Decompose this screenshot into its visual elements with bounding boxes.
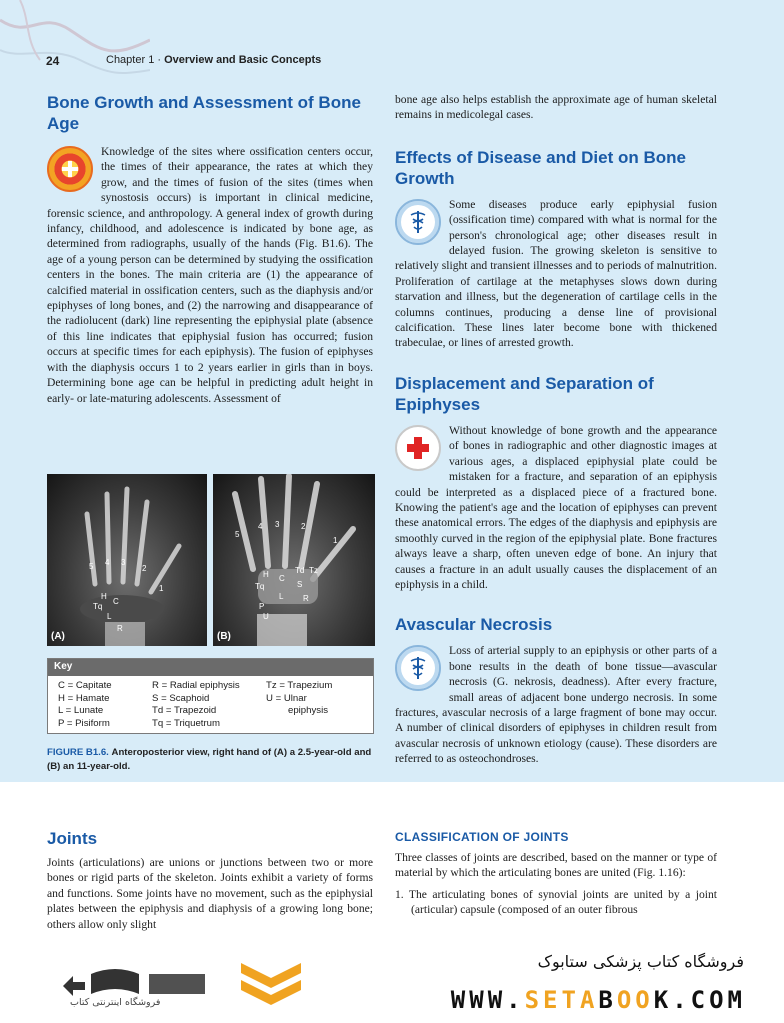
classification-column xyxy=(395,830,717,918)
label-2: 2 xyxy=(142,564,147,573)
store-name: فروشگاه کتاب پزشکی ستابوک xyxy=(537,952,744,971)
key-entry: H = Hamate xyxy=(58,692,110,704)
caduceus-icon xyxy=(395,199,441,245)
label-td: Td xyxy=(295,566,305,575)
label-4: 4 xyxy=(105,558,110,567)
classification-paragraph: Three classes of joints are described, based on the manner or type of material by which the articulating bones are united (Fig. 1.16): xyxy=(395,851,717,880)
panel-b-tag: (B) xyxy=(217,631,231,642)
label-3: 3 xyxy=(121,558,126,567)
label-1: 1 xyxy=(159,584,164,593)
figure-label: FIGURE B1.6. xyxy=(47,747,109,758)
label-u: U xyxy=(263,612,269,621)
lower-section xyxy=(0,782,784,942)
store-watermark xyxy=(0,942,784,1023)
key-entry: P = Pisiform xyxy=(58,717,110,729)
joints-heading: Joints xyxy=(47,829,98,848)
xray-panel-b xyxy=(213,474,375,646)
label-tz: Tz xyxy=(309,566,318,575)
caption-text: Anteroposterior view, right hand of (A) a 2.5-year-old and (B) an 11-year-old. xyxy=(47,747,372,772)
key-entry: L = Lunate xyxy=(58,705,104,716)
xray-panel-a xyxy=(47,474,207,646)
label-5: 5 xyxy=(89,562,94,571)
paragraph: Knowledge of the sites where ossification centers occur, the times of their appearance, the rates at which they grow, and the times of fusion of the sites (times when synostosis occurs) is important in clinical medicine, forensic science, and anthropology. A general index of growth during infancy, childhood, and adolescence is indicated by bone age, as determined from radiographs, usually of the hands (Fig. B1.6). The age of a young person can be determined by studying the ossification centers in the bones. The main criteria are (1) the appearance of calcified material in ossification centers, such as the diaphysis and/or epiphyses of long bones, and (2) the narrowing and disappearance of the radiolucent (dark) line representing the epiphysial plate (absence of this line indicates that epiphysial fusion has occurred; fusion occurs at specific times for each epiphysis). The fusion of epiphyses with the diaphysis occurs 1 to 2 years earlier in girls than in boys. Determining bone age can be helpful in predicting adult height in early- or late-maturing adolescents. Assessment of xyxy=(47,145,373,405)
label-l: L xyxy=(279,592,284,601)
key-col-3 xyxy=(266,680,332,718)
classification-heading: CLASSIFICATION OF JOINTS xyxy=(395,830,569,844)
label-c: C xyxy=(279,574,285,583)
label-tq: Tq xyxy=(93,602,103,611)
label-3: 3 xyxy=(275,520,280,529)
key-entry: epiphysis xyxy=(288,705,328,716)
medical-cross-icon xyxy=(395,425,441,471)
key-entry: U = Ulnar xyxy=(266,692,307,704)
logo-subtitle: فروشگاه اینترنتی کتاب xyxy=(70,997,161,1008)
label-s: S xyxy=(297,580,303,589)
label-h: H xyxy=(263,570,269,579)
section-heading: Bone Growth and Assessment of Bone Age xyxy=(47,93,361,133)
page-header xyxy=(46,54,746,70)
joints-paragraph: Joints (articulations) are unions or junctions between two or more bones or rigid parts of the skeleton. Joints exhibit a variety of forms and functions. Some joints have no movement, such as the epiphysial plates between the epiphysis and diaphysis of a growing long bone; others allow only slight xyxy=(47,856,373,931)
page-number: 24 xyxy=(46,54,60,68)
label-2: 2 xyxy=(301,522,306,531)
left-column xyxy=(47,92,373,406)
key-columns xyxy=(48,676,373,729)
label-r: R xyxy=(117,624,123,633)
key-col-2 xyxy=(152,680,240,730)
joints-column xyxy=(47,828,373,932)
label-l: L xyxy=(107,612,112,621)
figure-key xyxy=(47,658,374,734)
key-entry: Tz = Trapezium xyxy=(266,680,333,691)
key-col-1 xyxy=(58,680,112,730)
running-head xyxy=(106,54,321,66)
continuation-text: bone age also helps establish the approximate age of human skeletal remains in medicolegal cases. xyxy=(395,93,717,122)
url-prefix: WWW. xyxy=(450,986,525,1014)
key-title: Key xyxy=(48,659,373,676)
key-entry: R = Radial epiphysis xyxy=(152,680,240,691)
chevron-logo-icon xyxy=(236,958,306,1008)
section-heading: Effects of Disease and Diet on Bone Growth xyxy=(395,147,686,188)
url-accent-2: OO xyxy=(616,986,654,1014)
label-p: P xyxy=(259,602,265,611)
right-column xyxy=(395,92,717,767)
section-heading: Displacement and Separation of Epiphyses xyxy=(395,373,654,414)
key-entry: Td = Trapezoid xyxy=(152,705,217,716)
url-suffix: K.COM xyxy=(653,986,746,1014)
section-heading: Avascular Necrosis xyxy=(395,615,553,635)
label-tq: Tq xyxy=(255,582,265,591)
url-middle: B xyxy=(598,986,617,1014)
chapter-label: Chapter 1 xyxy=(106,54,155,66)
ortho-icon xyxy=(47,146,93,192)
label-5: 5 xyxy=(235,530,240,539)
list-item: 1. The articulating bones of synovial joints are united by a joint (articular) capsule (composed of an outer fibrous xyxy=(395,887,717,917)
label-h: H xyxy=(101,592,107,601)
key-entry: S = Scaphoid xyxy=(152,692,210,704)
figure-caption xyxy=(47,746,377,774)
paragraph: Without knowledge of bone growth and the appearance of bones in radiographic and other diagnostic images at various ages, a displaced epiphysial plate could be mistaken for a fracture, and separation of an epiphysis could be interpreted as a displaced piece of a fractured bone. Knowing the patient's age and the location of epiphyses can prevent these anatomical errors. The edges of the diaphysis and epiphysis are smoothly curved in the region of the epiphysial plate. Bone fractures always leave a sharp, often uneven edge of bone. An injury that causes a fracture in an adult usually causes the displacement of an epiphysis in a child. xyxy=(395,423,717,591)
label-1: 1 xyxy=(333,536,338,545)
key-entry: C = Capitate xyxy=(58,680,112,691)
separator: · xyxy=(157,54,162,66)
chapter-title: Overview and Basic Concepts xyxy=(164,54,322,66)
key-entry: Tq = Triquetrum xyxy=(152,717,220,729)
panel-a-tag: (A) xyxy=(51,631,65,642)
paragraph: Some diseases produce early epiphysial fusion (ossification time) compared with what is normal for the person's chronological age; other diseases result in delayed fusion. The growing skeleton is sensitive to relatively slight and transient illnesses and to periods of malnutrition. Proliferation of cartilage at the metaphyses slows down during starvation and illness, but the degeneration of cartilage cells in the columns continues, producing a dense line of provisional calcification. These lines later become bone with thickened trabeculae, or lines of arrested growth. xyxy=(395,197,717,350)
label-4: 4 xyxy=(258,522,263,531)
url-accent: SETA xyxy=(524,986,599,1014)
hand-radiograph-b xyxy=(213,474,375,646)
label-c: C xyxy=(113,597,119,606)
store-url[interactable] xyxy=(451,986,746,1014)
label-r: R xyxy=(303,594,309,603)
paragraph: Loss of arterial supply to an epiphysis or other parts of a bone results in the death of bone tissue—avascular necrosis (G. nekrosis, deadness). After every fracture, small areas of adjacent bone undergo necrosis. In some fractures, avascular necrosis of a large fragment of bone may occur. A number of clinical disorders of epiphyses in children result from avascular necrosis of unknown etiology (cause). These disorders are referred to as osteochondroses. xyxy=(395,644,717,766)
hand-radiograph-a xyxy=(47,474,207,646)
